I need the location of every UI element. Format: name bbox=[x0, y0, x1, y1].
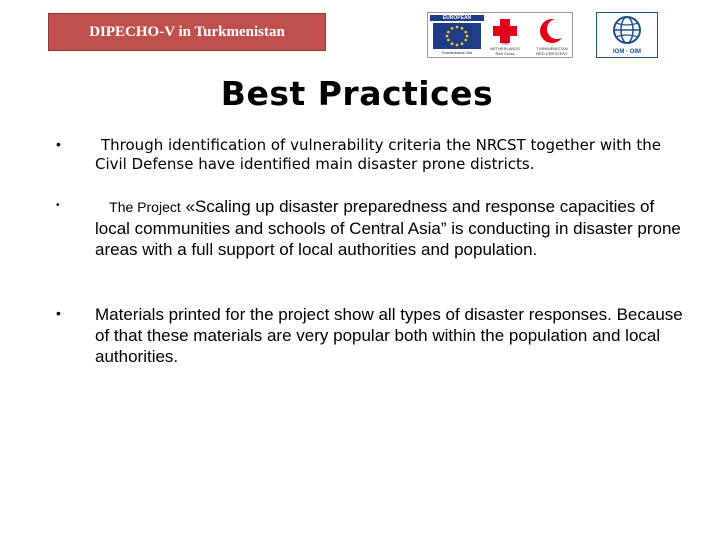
partner-logos bbox=[427, 12, 573, 58]
red-crescent-label: TURKMENISTAN RED CRESCENT bbox=[536, 46, 568, 56]
eu-flag-icon bbox=[433, 23, 481, 49]
page-title: Best Practices bbox=[220, 74, 494, 113]
header-badge bbox=[48, 13, 326, 51]
ec-title: EUROPEAN bbox=[430, 15, 484, 21]
red-cross-logo bbox=[488, 16, 522, 56]
project-prefix: The Project bbox=[109, 199, 181, 215]
globe-icon bbox=[597, 13, 657, 47]
european-commission-logo bbox=[430, 15, 484, 55]
red-crescent-icon bbox=[532, 16, 572, 46]
red-crescent-logo bbox=[532, 16, 572, 56]
bullet-marker: • bbox=[56, 305, 61, 321]
header-badge-text: DIPECHO-V in Turkmenistan bbox=[89, 24, 285, 40]
bullet-text-content: Materials printed for the project show all types of disaster responses. Because of that these materials are very popular both within the population and local authorities. bbox=[95, 305, 683, 366]
bullet-text-content: «Scaling up disaster preparedness and response capacities of local communities and schools of Central Asia” is conducting in disaster prone areas with a full support of local authorities and population. bbox=[95, 197, 681, 259]
bullet-text bbox=[95, 136, 685, 174]
bullet-marker: • bbox=[56, 136, 61, 152]
ec-sub: Humanitarian Aid bbox=[441, 50, 473, 55]
bullet-text bbox=[95, 196, 685, 260]
bullet-marker: • bbox=[56, 200, 60, 211]
iom-label: IOM · OIM bbox=[613, 49, 641, 55]
bullet-text bbox=[95, 304, 685, 367]
red-cross-label: THE NETHERLANDS Red Cross bbox=[490, 41, 520, 56]
bullet-text-content: Through identification of vulnerability criteria the NRCST together with the Civil Defense have identified main disaster prone districts. bbox=[95, 136, 662, 173]
iom-logo bbox=[596, 12, 658, 58]
